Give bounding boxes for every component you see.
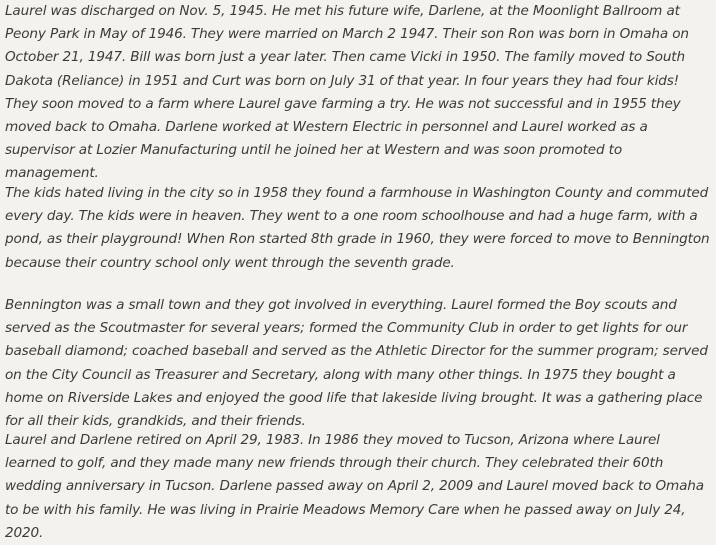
paragraph-4: Laurel and Darlene retired on April 29, 1983. In 1986 they moved to Tucson, Arizona where Laurel learned to golf, and they made many new friends through their church. They celebrated their 60th wedding anniversary in Tucson. Darlene passed away on April 2, 2009 and Laurel moved back to Omaha to be with his family. He was living in Prairie Meadows Memory Care when he passed away on July 24, 2020. (5, 432, 704, 541)
paragraph-1: Laurel was discharged on Nov. 5, 1945. He met his future wife, Darlene, at the Moonlight Ballroom at Peony Park in May of 1946. They were married on March 2 1947. Their son Ron was born in Omaha on October 21, 1947. Bill was born just a year later. Then came Vicki in 1950. The family moved to South Dakota (Reliance) in 1951 and Curt was born on July 31 of that year. In four years they had four kids! They soon moved to a farm where Laurel gave farming a try. He was not successful and in 1955 they moved back to Omaha. Darlene worked at Western Electric in personnel and Laurel worked as a supervisor at Lozier Manufacturing until he joined her at Western and was soon promoted to management. (5, 3, 689, 182)
paragraph-2: The kids hated living in the city so in 1958 they found a farmhouse in Washington County and commuted every day. The kids were in heaven. They went to a one room schoolhouse and had a huge farm, with a pond, as their playground! When Ron started 8th grade in 1960, they were forced to move to Bennington because their country school only went through the seventh grade. (5, 185, 710, 271)
paragraph-3: Bennington was a small town and they got involved in everything. Laurel formed the Boy scouts and served as the Scoutmaster for several years; formed the Community Club in order to get lights for our baseball diamond; coached baseball and served as the Athletic Director for the summer program; served on the City Council as Treasurer and Secretary, along with many other things. In 1975 they bought a home on Riverside Lakes and enjoyed the good life that lakeside living brought. It was a gathering place for all their kids, grandkids, and their friends. (5, 297, 708, 430)
